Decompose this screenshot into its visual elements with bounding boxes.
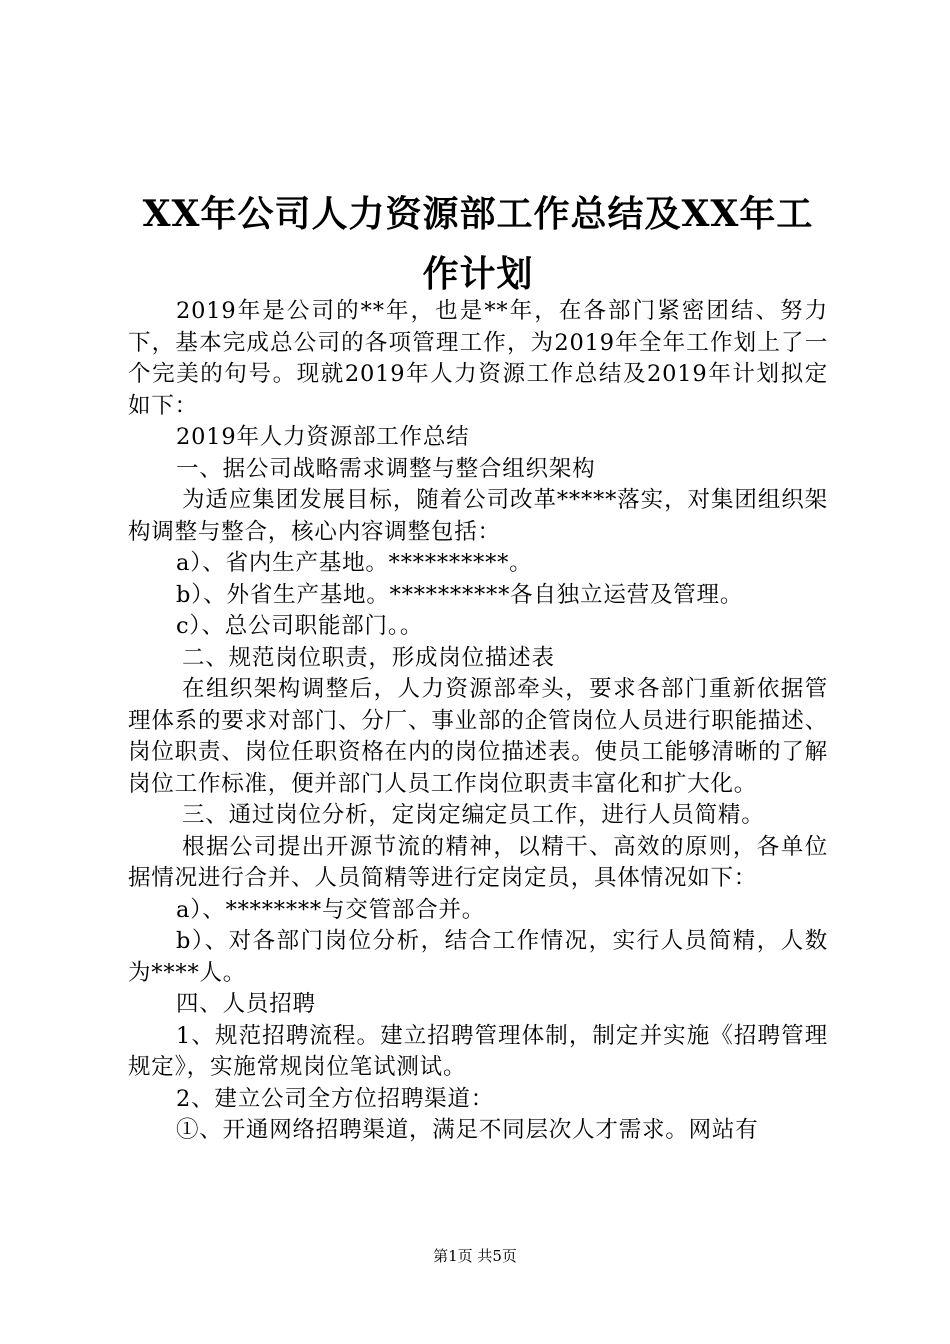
paragraph-intro: 2019年是公司的**年，也是**年，在各部门紧密团结、努力下，基本完成总公司的各项管理工作，为2019年全年工作划上了一个完美的句号。现就2019年人力资源工作总结及2019年计划拟定如下：	[128, 298, 828, 419]
paragraph-4-2-1: ①、开通网络招聘渠道，满足不同层次人才需求。网站有	[176, 1117, 759, 1143]
paragraph-4-2: 2、建立公司全方位招聘渠道：	[176, 1085, 495, 1112]
list-item-3b: b）、对各部门岗位分析，结合工作情况，实行人员简精，人数为****人。	[128, 928, 828, 986]
paragraph-3: 根据公司提出开源节流的精神，以精干、高效的原则，各单位据情况进行合并、人员简精等进行定岗定员，具体情况如下：	[128, 833, 828, 891]
page-indicator: 第1页 共5页	[433, 1247, 517, 1265]
paragraph-4-1: 1、规范招聘流程。建立招聘管理体制，制定并实施《招聘管理规定》，实施常规岗位笔试测试。	[128, 1022, 828, 1080]
section-heading-3: 三、通过岗位分析，定岗定编定员工作，进行人员简精。	[182, 802, 765, 828]
list-item-c: c）、总公司职能部门。。	[176, 613, 424, 639]
list-item-b: b）、外省生产基地。**********各自独立运营及管理。	[176, 581, 744, 608]
section-heading-4: 四、人员招聘	[176, 991, 316, 1017]
paragraph-2: 在组织架构调整后，人力资源部牵头，要求各部门重新依据管理体系的要求对部门、分厂、事业部的企管岗位人员进行职能描述、岗位职责、岗位任职资格在内的岗位描述表。使员工能够清晰的了解岗位工作标准，便并部门人员工作岗位职责丰富化和扩大化。	[128, 676, 828, 797]
list-item-a: a）、省内生产基地。**********。	[176, 550, 533, 576]
document-title: XX年公司人力资源部工作总结及XX年工作计划	[142, 193, 814, 295]
section-heading-1: 一、据公司战略需求调整与整合组织架构	[176, 455, 596, 482]
list-item-3a: a）、********与交管部合并。	[176, 896, 486, 923]
section-heading-2: 二、规范岗位职责，形成岗位描述表	[182, 644, 555, 671]
paragraph-1: 为适应集团发展目标，随着公司改革*****落实，对集团组织架构调整与整合，核心内容调整包括：	[128, 487, 828, 545]
document-body	[128, 296, 828, 1147]
section-heading-summary: 2019年人力资源部工作总结	[176, 424, 470, 450]
